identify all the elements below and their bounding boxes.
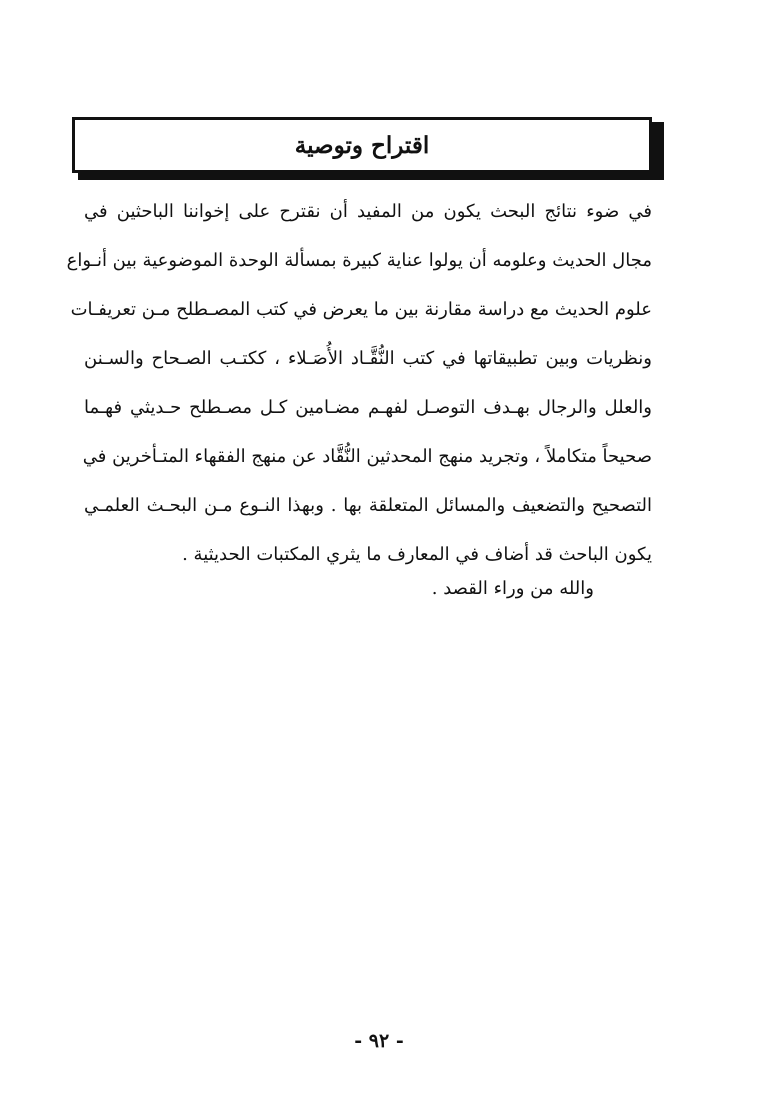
section-title: اقتراح وتوصية bbox=[294, 131, 430, 159]
paragraph-line: ونظريات وبين تطبيقاتها في كتب النُّقَّـاد الأُصَـلاء ، ككتـب الصـحاح والسـنن bbox=[84, 348, 652, 369]
paragraph-line: مجال الحديث وعلومه أن يولوا عناية كبيرة بمسألة الوحدة الموضوعية بين أنـواع bbox=[66, 250, 652, 271]
title-box bbox=[72, 117, 652, 173]
paragraph-line: يكون الباحث قد أضاف في المعارف ما يثري المكتبات الحديثية . bbox=[182, 544, 652, 565]
recommendation-paragraph bbox=[66, 187, 652, 579]
paragraph-line: صحيحاً متكاملاً ، وتجريد منهج المحدثين النُّقَّاد عن منهج الفقهاء المتـأخرين في bbox=[82, 446, 652, 467]
closing-phrase: والله من وراء القصد . bbox=[431, 578, 594, 599]
paragraph-line: في ضوء نتائج البحث يكون من المفيد أن نقترح على إخواننا الباحثين في bbox=[84, 201, 652, 222]
paragraph-line: التصحيح والتضعيف والمسائل المتعلقة بها . وبهذا النـوع مـن البحـث العلمـي bbox=[84, 495, 652, 516]
paragraph-line: والعلل والرجال بهـدف التوصـل لفهـم مضـامين كـل مصـطلح حـديثي فهـما bbox=[84, 397, 652, 418]
paragraph-line: علوم الحديث مع دراسة مقارنة بين ما يعرض في كتب المصـطلح مـن تعريفـات bbox=[70, 299, 652, 320]
page-number: - ٩٢ - bbox=[354, 1030, 404, 1052]
